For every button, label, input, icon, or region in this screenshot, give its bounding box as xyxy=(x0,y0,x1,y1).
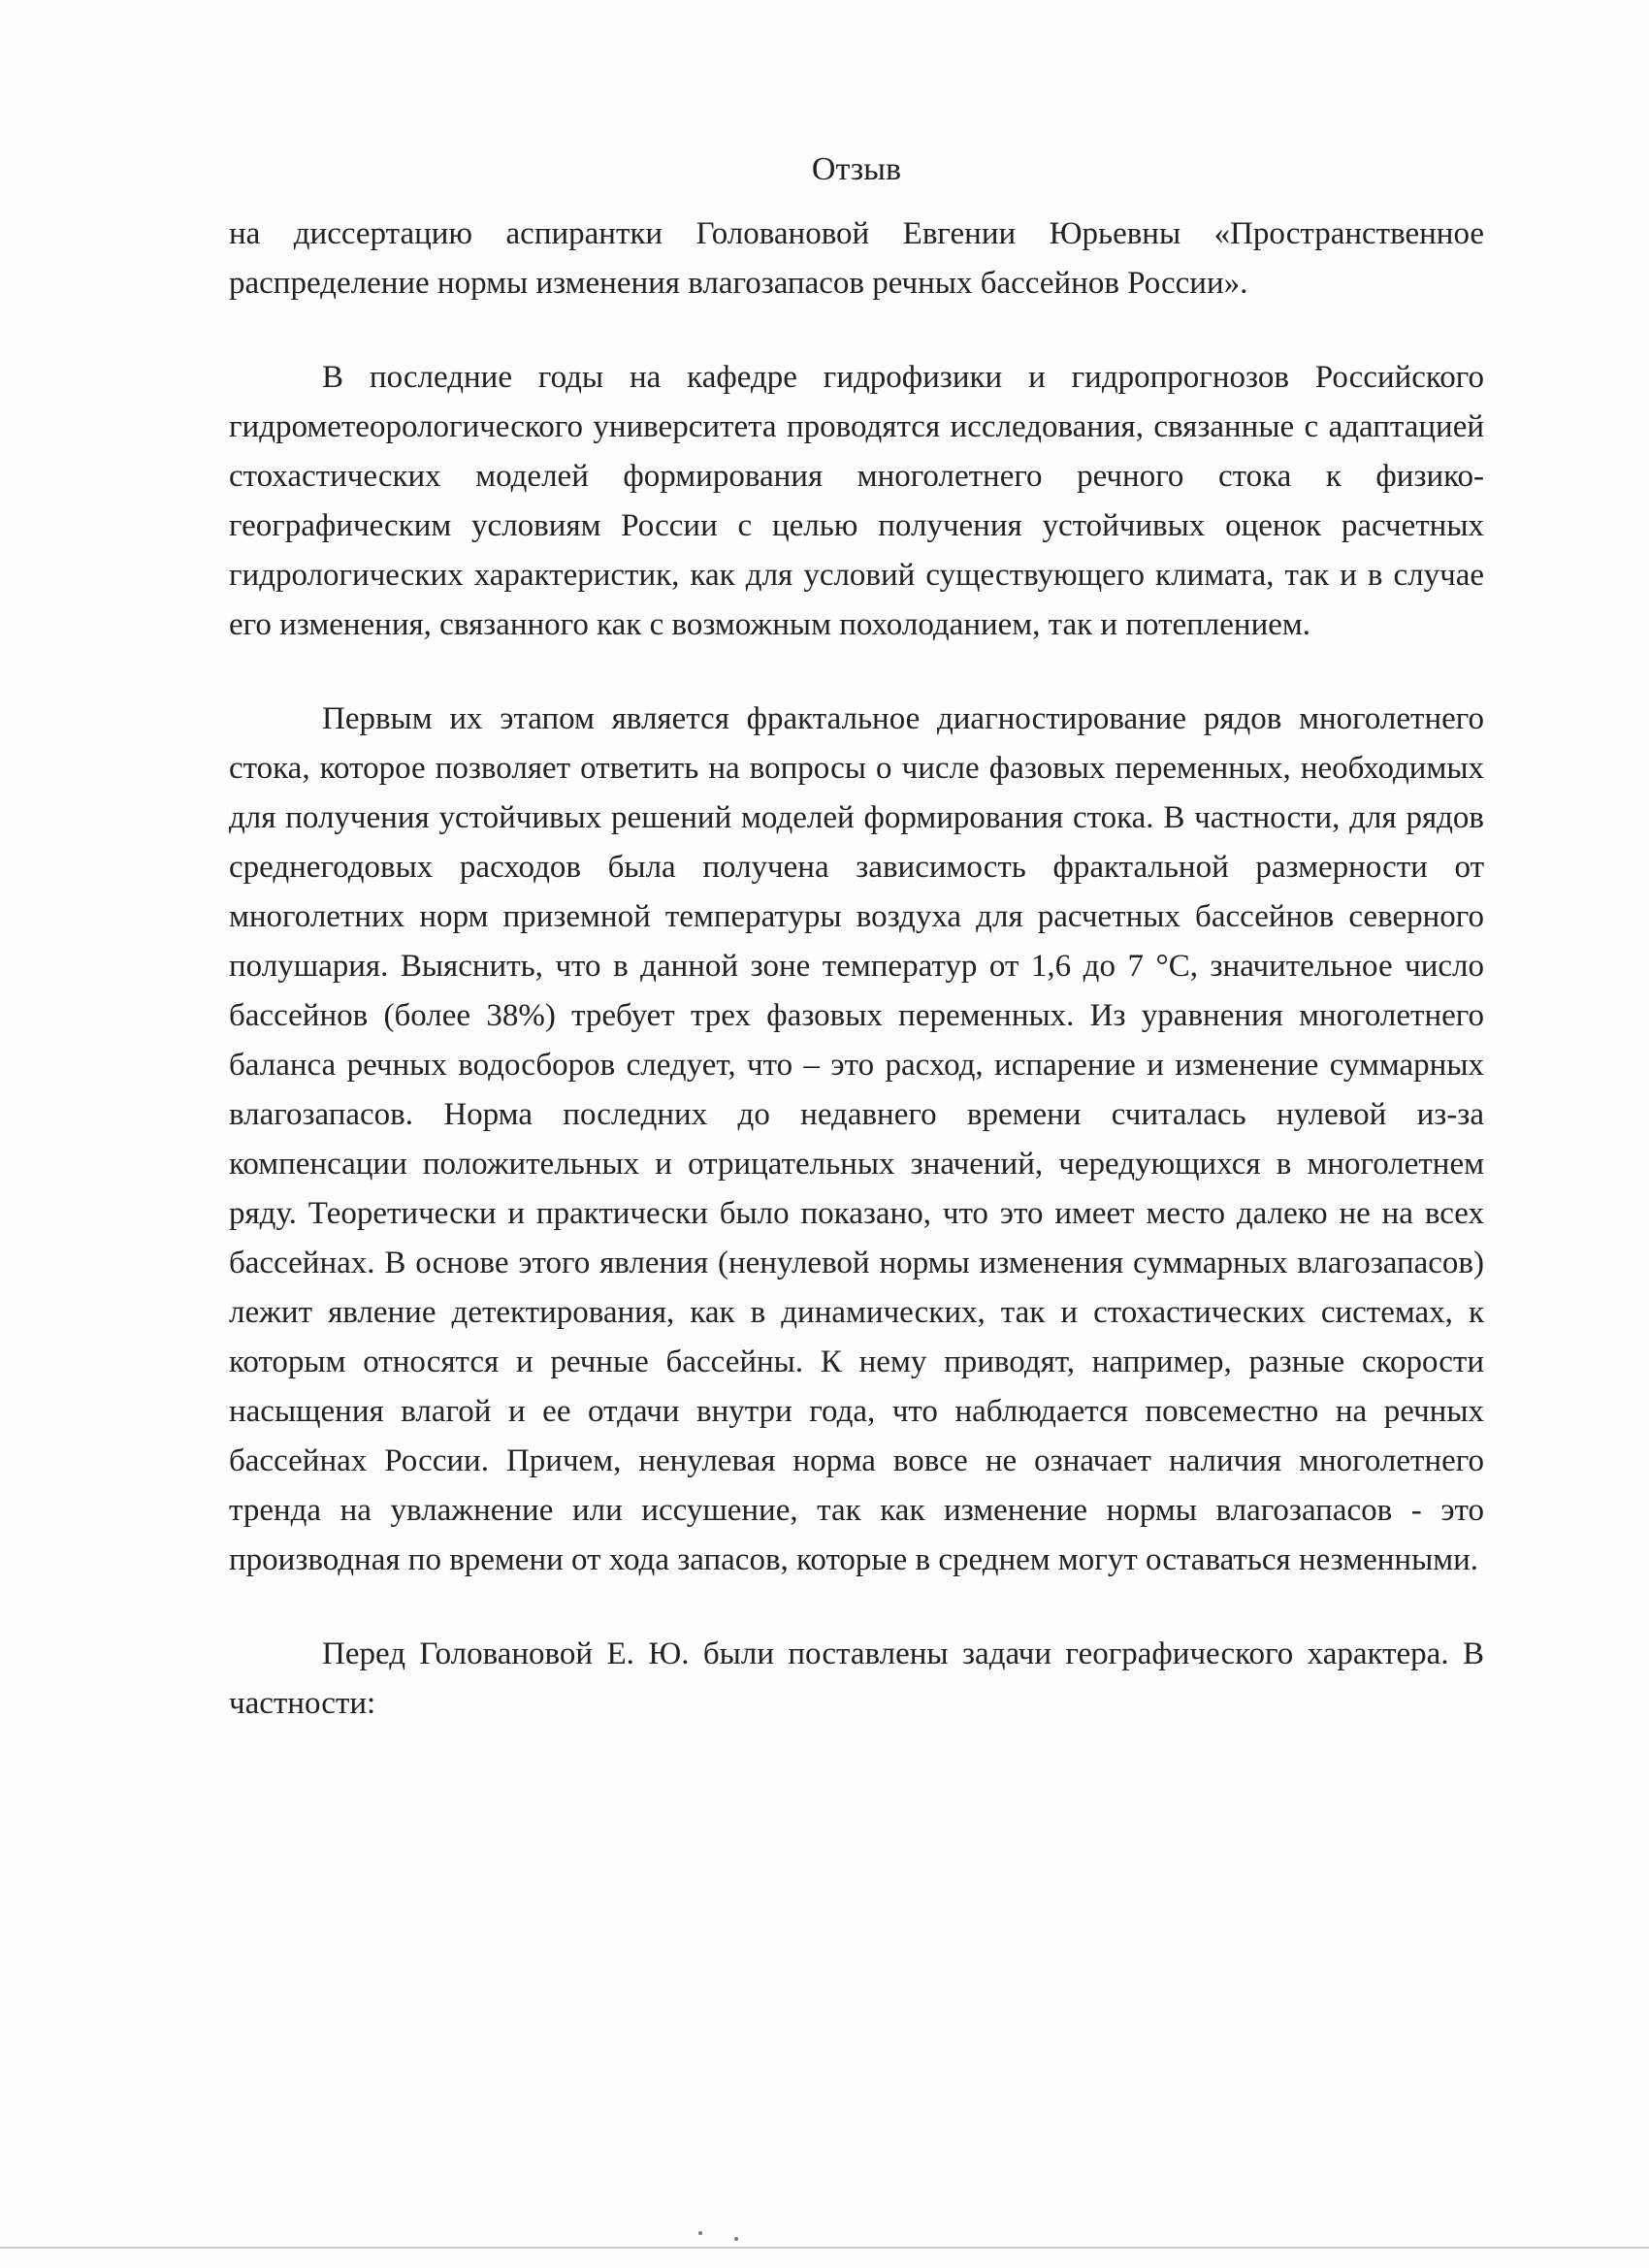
scan-speck xyxy=(698,2231,702,2235)
body-paragraph-1: В последние годы на кафедре гидрофизики и гидропрогнозов Российского гидрометеорологического университета проводятся исследования, связанные с адаптацией стохастических моделей формирования многолетнего речного стока к физико-географическим условиям России с целью получения устойчивых оценок расчетных гидрологических характеристик, как для условий существующего климата, так и в случае его изменения, связанного как с возможным похолоданием, так и потеплением. xyxy=(229,360,1484,642)
scan-speck xyxy=(734,2237,738,2241)
scan-edge-line xyxy=(0,2247,1649,2249)
intro-paragraph: на диссертацию аспирантки Головановой Евгении Юрьевны «Пространственное распределение нормы изменения влагозапасов речных бассейнов России». xyxy=(229,216,1484,301)
document-page xyxy=(229,146,1484,1729)
body-paragraph-3: Перед Головановой Е. Ю. были поставлены задачи географического характера. В частности: xyxy=(229,1636,1484,1721)
document-title: Отзыв xyxy=(811,151,902,187)
body-paragraph-2: Первым их этапом является фрактальное диагностирование рядов многолетнего стока, которое позволяет ответить на вопросы о числе фазовых переменных, необходимых для получения устойчивых решений моделей формирования стока. В частности, для рядов среднегодовых расходов была получена зависимость фрактальной размерности от многолетних норм приземной температуры воздуха для расчетных бассейнов северного полушария. Выяснить, что в данной зоне температур от 1,6 до 7 °С, значительное число бассейнов (более 38%) требует трех фазовых переменных. Из уравнения многолетнего баланса речных водосборов следует, что – это расход, испарение и изменение суммарных влагозапасов. Норма последних до недавнего времени считалась нулевой из-за компенсации положительных и отрицательных значений, чередующихся в многолетнем ряду. Теоретически и практически было показано, что это имеет место далеко не на всех бассейнах. В основе этого явления (ненулевой нормы изменения суммарных влагозапасов) лежит явление детектирования, как в динамических, так и стохастических системах, к которым относятся и речные бассейны. К нему приводят, например, разные скорости насыщения влагой и ее отдачи внутри года, что наблюдается повсеместно на речных бассейнах России. Причем, ненулевая норма вовсе не означает наличия многолетнего тренда на увлажнение или иссушение, так как изменение нормы влагозапасов - это производная по времени от хода запасов, которые в среднем могут оставаться незменными. xyxy=(229,701,1484,1577)
